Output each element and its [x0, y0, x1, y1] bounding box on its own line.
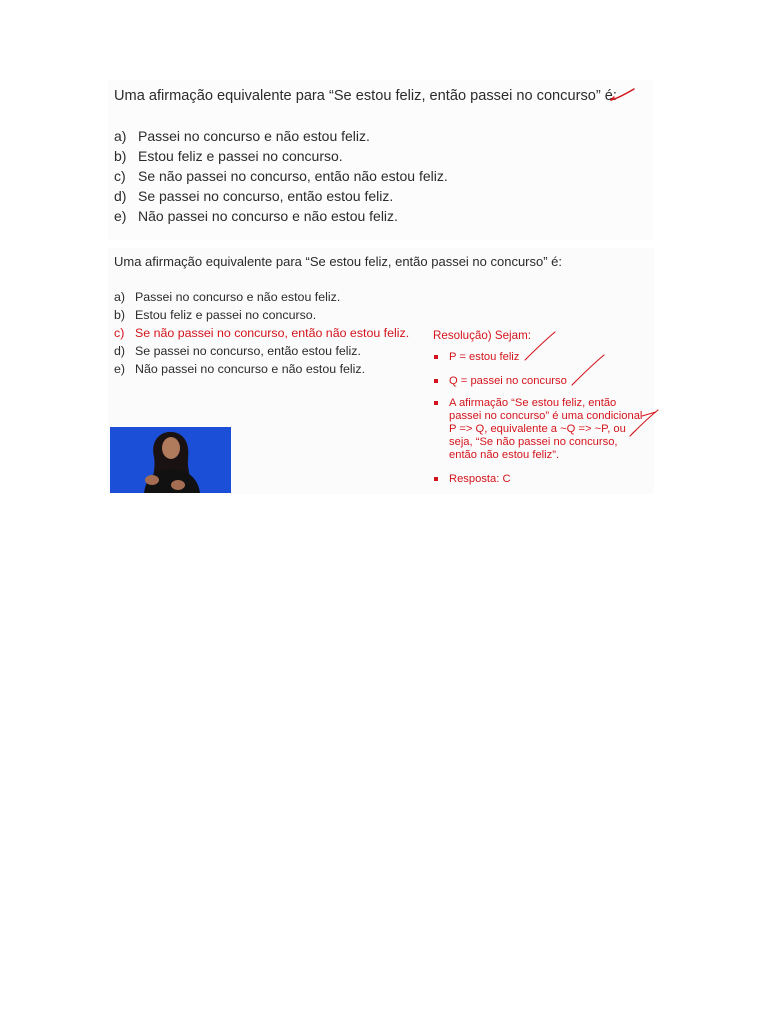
option-letter: e) [114, 208, 127, 224]
option-letter: d) [114, 188, 127, 204]
resolution-title: Resolução) Sejam: [433, 329, 531, 342]
option-text: Passei no concurso e não estou feliz. [135, 290, 341, 304]
option-text: Se não passei no concurso, então não estou feliz. [138, 168, 448, 184]
option-text: Se passei no concurso, então estou feliz. [138, 188, 394, 204]
question-title: Uma afirmação equivalente para “Se estou feliz, então passei no concurso” é: [114, 254, 563, 269]
option-letter: b) [114, 148, 127, 164]
option-letter: a) [114, 290, 126, 304]
option-a [114, 290, 340, 304]
option-text: Não passei no concurso e não estou feliz. [135, 362, 366, 376]
option-d [114, 344, 361, 358]
question-slide-top [108, 80, 654, 240]
option-text: Não passei no concurso e não estou feliz. [138, 208, 398, 224]
option-letter: e) [114, 362, 126, 376]
option-text: Estou feliz e passei no concurso. [138, 148, 343, 164]
bullet-icon [434, 401, 438, 405]
option-text: Estou feliz e passei no concurso. [135, 308, 317, 322]
interpreter-video [110, 427, 231, 493]
checkmark-annotation-icon [570, 353, 606, 387]
resolution-item-explanation-line-5: então não estou feliz”. [449, 449, 560, 461]
option-letter: d) [114, 344, 126, 358]
option-b [114, 148, 343, 164]
option-text: Se não passei no concurso, então não estou feliz. [135, 326, 410, 340]
checkmark-annotation-icon [628, 408, 660, 438]
resolution-item-explanation-line-1: A afirmação “Se estou feliz, então [449, 397, 617, 409]
option-d [114, 188, 393, 204]
option-a [114, 128, 370, 144]
resolution-item-explanation-line-3: P => Q, equivalente a ~Q => ~P, ou [449, 423, 626, 435]
resolution-item-explanation-line-4: seja, “Se não passei no concurso, [449, 436, 618, 448]
option-c [114, 168, 448, 184]
option-b [114, 308, 316, 322]
option-e [114, 362, 365, 376]
resolution-item-explanation-line-2: passei no concurso” é uma condicional [449, 410, 643, 422]
option-c-correct [114, 326, 409, 340]
bullet-icon [434, 355, 438, 359]
option-letter: a) [114, 128, 127, 144]
checkmark-annotation-icon [523, 330, 558, 362]
bullet-icon [434, 477, 438, 481]
sign-language-interpreter-icon [110, 427, 231, 493]
checkmark-annotation-icon [608, 86, 638, 106]
bullet-icon [434, 379, 438, 383]
resolution-answer: Resposta: C [449, 473, 511, 485]
option-letter: b) [114, 308, 126, 322]
option-letter: c) [114, 326, 125, 340]
resolution-item-q: Q = passei no concurso [449, 375, 567, 387]
option-letter: c) [114, 168, 126, 184]
option-text: Se passei no concurso, então estou feliz. [135, 344, 361, 358]
option-e [114, 208, 398, 224]
resolution-item-p: P = estou feliz [449, 351, 520, 363]
option-text: Passei no concurso e não estou feliz. [138, 128, 370, 144]
question-title: Uma afirmação equivalente para “Se estou feliz, então passei no concurso” é: [114, 88, 617, 104]
